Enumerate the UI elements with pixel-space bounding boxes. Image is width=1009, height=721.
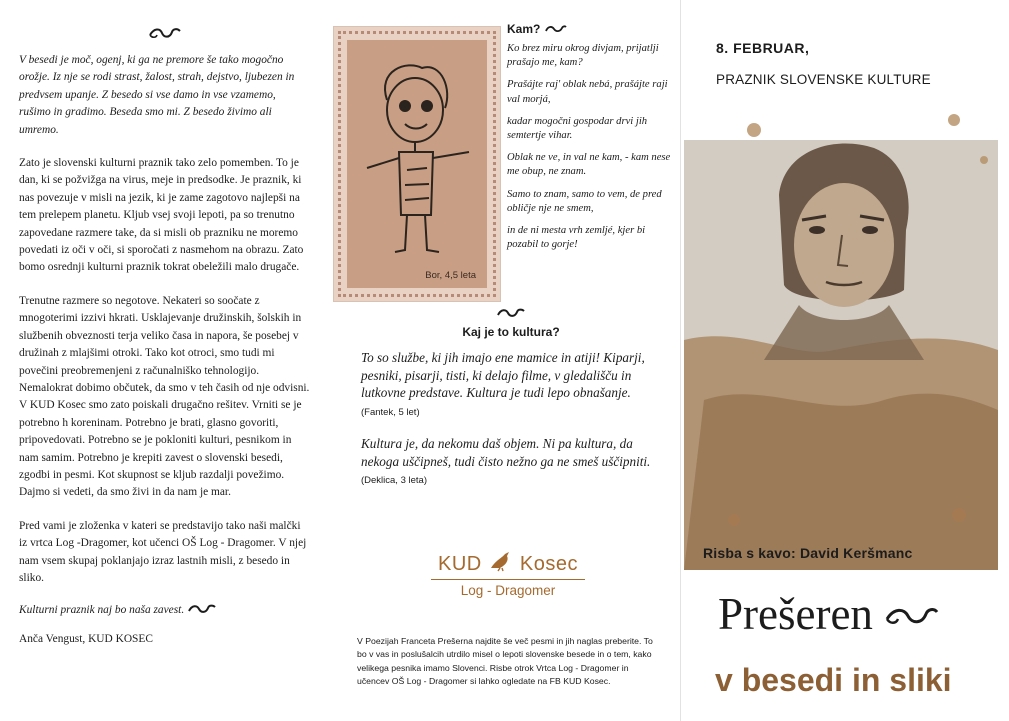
culture-section — [361, 307, 661, 504]
body-paragraph: Pred vami je zloženka v kateri se predstavijo tako naši malčki iz vrtca Log -Dragomer, kot učenci OŠ Log - Dragomer. V njej nam vsem skupaj poklanjajo izraz lastnih misli, z besedo in sliko. — [19, 519, 307, 584]
poem-stanza: Ko brez miru okrog divjam, prijatlji prašajo me, kam? — [507, 43, 659, 69]
quote-text: To so službe, ki jih imajo ene mamice in atiji! Kiparji, pesniki, pisarji, tisti, ki delajo filme, v gledališču in lutkovne predstave. Kultura je tudi lepo obnašanje. — [361, 350, 645, 400]
logo-name — [423, 550, 593, 576]
quote-text: Kultura je, da nekomu daš objem. Ni pa kultura, da nekoga uščipneš, tudi čisto nežno ga ne smeš uščipniti. — [361, 436, 651, 469]
cover-panel — [680, 0, 1009, 721]
child-drawing — [347, 40, 487, 288]
logo-name-right: Kosec — [519, 553, 578, 575]
kud-kosec-logo — [423, 550, 593, 598]
closing-line — [19, 603, 310, 618]
cover-title-text: Prešeren — [718, 589, 873, 639]
body-paragraph: Zato je slovenski kulturni praznik tako zelo pomemben. To je dan, ki se požvižga na virus, meje in predsodke. Je praznik, ki nas povezuje v misli na jezik, ki je zame zagotovo najlepši na tem prelepem planetu. Kljub vsej svoji lepoti, pa so trenutno zapovedane razmere take, da si misli ob prazniku ne moremo povedati iz oči v oči, si sporočati z nasmehom na obrazu. Zato bomo osrednji kulturni praznik tokrat obeležili malo drugače. — [19, 157, 304, 274]
closing-text: Kulturni praznik naj bo naša zavest. — [19, 604, 185, 617]
poem-heading — [507, 22, 672, 36]
swirl-ornament-icon — [496, 307, 526, 319]
swirl-ornament-icon — [884, 605, 940, 627]
poem-stanza: Oblak ne ve, in val ne kam, - kam nese me obup, ne znam. — [507, 152, 671, 178]
quote-author: (Deklica, 3 leta) — [361, 475, 427, 486]
poem-stanza: Samo to znam, samo to vem, de pred obličje nje ne smem, — [507, 188, 662, 214]
logo-name-left: KUD — [438, 553, 482, 575]
body-paragraph: Trenutne razmere so negotove. Nekateri so soočate z mnogoterimi izzivi hkrati. Usklajevanje družinskih, šolskih in službenih obveznosti terja veliko časa in napora, še posebej v družinah z mlajšimi otroki. Tako kot otroci, smo tudi mi povečini preobremenjeni z računalniško tehnologijo. Nemalokrat dobimo občutek, da smo v teh časih od nje odvisni. V KUD Kosec smo zato poiskali drugačno rešitev. Vrniti se je potrebno h koreninam. Potrebno je brati, glasno govoriti, pripovedovati. Potrebno se je pokloniti kulturi, pesnikom in nam samim. Potrebno je krepiti zavest o slovenski besedi, zgodbi in pesmi. Kot skupnost se kljub razdalji povežimo. Dajmo si vedeti, da smo živi in da nam je mar. — [19, 294, 310, 499]
poem-stanza: kadar mogočni gospodar drvi jih semtertje vihar. — [507, 115, 648, 142]
cover-title — [718, 588, 940, 640]
intro-paragraph: V besedi je moč, ogenj, ki ga ne premore še tako mogočno orožje. Iz nje se rodi strast, žalost, strah, dejstvo, ljubezen in predvsem upanje. Z besedo si vse damo in vse vzamemo, rušimo in gradimo. Beseda smo mi. Z besedo živimo ali umremo. — [19, 54, 295, 136]
cover-subtitle: v besedi in sliki — [715, 662, 952, 698]
child-quote — [361, 349, 661, 421]
child-figure-illustration — [347, 40, 487, 288]
culture-heading: Kaj je to kultura? — [462, 325, 560, 339]
date-heading: 8. FEBRUAR, — [716, 40, 810, 56]
drawing-caption: Bor, 4,5 leta — [425, 270, 476, 281]
logo-place: Log - Dragomer — [460, 583, 556, 598]
poem-stanza: Prašájte raj' oblak nebá, prašájte raji val morjá, — [507, 79, 668, 105]
middle-panel — [331, 0, 676, 721]
poem-title: Kam? — [507, 22, 541, 36]
logo-divider — [431, 579, 585, 580]
left-panel — [0, 0, 330, 721]
bird-icon — [488, 550, 514, 572]
poem-section — [507, 22, 672, 260]
child-drawing-frame — [333, 26, 501, 302]
holiday-heading: PRAZNIK SLOVENSKE KULTURE — [716, 72, 931, 87]
swirl-ornament-icon — [187, 603, 217, 615]
quote-author: (Fantek, 5 let) — [361, 406, 420, 418]
poem-stanza: in de ni mesta vrh zemljé, kjer bi pozabil to gorje! — [507, 225, 646, 251]
coffee-portrait-illustration — [684, 100, 998, 570]
child-quote — [361, 435, 661, 490]
art-credit: Risba s kavo: David Keršmanc — [703, 545, 913, 561]
signature: Anča Vengust, KUD KOSEC — [19, 633, 153, 646]
swirl-ornament-icon — [148, 26, 182, 40]
swirl-ornament-icon — [544, 24, 568, 34]
footnote: V Poezijah Franceta Prešerna najdite še več pesmi in jih naglas preberite. To bo v vas in poslušalcih utrdilo misel o lepoti slovenske besede in o tem, kako velikega pesnika imamo Slovenci. Risbe otrok Vrtca Log - Dragomer in učencev OŠ Log - Dragomer si lahko ogledate na FB KUD Kosec. — [357, 635, 653, 686]
